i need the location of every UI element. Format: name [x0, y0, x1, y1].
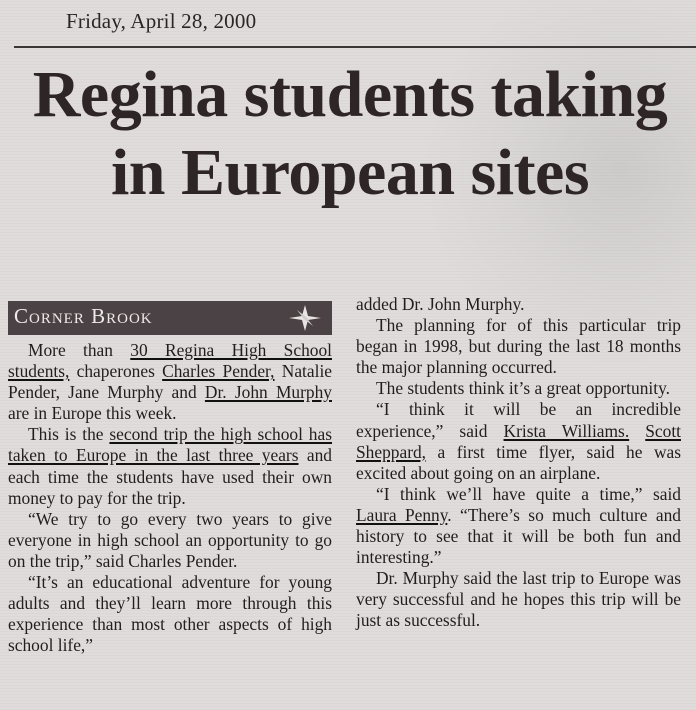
headline: Regina students taking in European sites: [32, 58, 668, 209]
underlined-phrase: second trip the high school has taken to Europe in the last three years: [8, 424, 332, 466]
paragraph: “We try to go every two years to give everyone in high school an opportunity to go on the trip,” said Charles Pender.: [8, 508, 332, 571]
paragraph: added Dr. John Murphy.: [356, 294, 525, 314]
underlined-phrase: Charles Pender,: [162, 361, 275, 382]
underlined-phrase: Laura Penny: [356, 504, 448, 525]
paragraph: More than 30 Regina High School students, chaperones Charles Pender, Natalie Pender, Jane Murphy and Dr. John Murphy are in Europe this week.: [8, 340, 332, 424]
underlined-phrase: Dr. John Murphy: [204, 382, 332, 403]
paragraph: “I think it will be an incredible experience,” said Krista Williams. Scott Sheppard, a first time flyer, said he was excited about going on an airplane.: [356, 399, 681, 483]
paragraph: “It’s an educational adventure for young adults and they’ll learn more through this experience than most other aspects of high school life,”: [8, 572, 332, 656]
underlined-phrase: Krista Williams.: [503, 420, 630, 441]
dateline: Friday, April 28, 2000: [66, 9, 257, 33]
paragraph: This is the second trip the high school has taken to Europe in the last three years and each time the students have used their own money to pay for the trip.: [8, 424, 332, 508]
paragraph: Dr. Murphy said the last trip to Europe was very successful and he hopes this trip will be just as successful.: [356, 568, 681, 631]
paragraph: The students think it’s a great opportunity.: [376, 378, 670, 399]
paragraph: The planning for of this particular trip began in 1998, but during the last 18 months the major planning occurred.: [356, 315, 681, 378]
header-rule: [14, 46, 696, 48]
section-tag: Corner Brook: [14, 304, 153, 328]
paragraph: “I think we’ll have quite a time,” said Laura Penny. “There’s so much culture and history to see that it will be both fun and interesting.”: [356, 483, 681, 568]
article-column-left: [8, 301, 332, 656]
underlined-phrase: 30 Regina High School students,: [8, 340, 332, 382]
compass-rose-icon: [288, 304, 322, 332]
article-column-right: [356, 294, 681, 632]
underlined-phrase: Scott Sheppard,: [356, 420, 681, 462]
section-signature: [8, 301, 332, 335]
